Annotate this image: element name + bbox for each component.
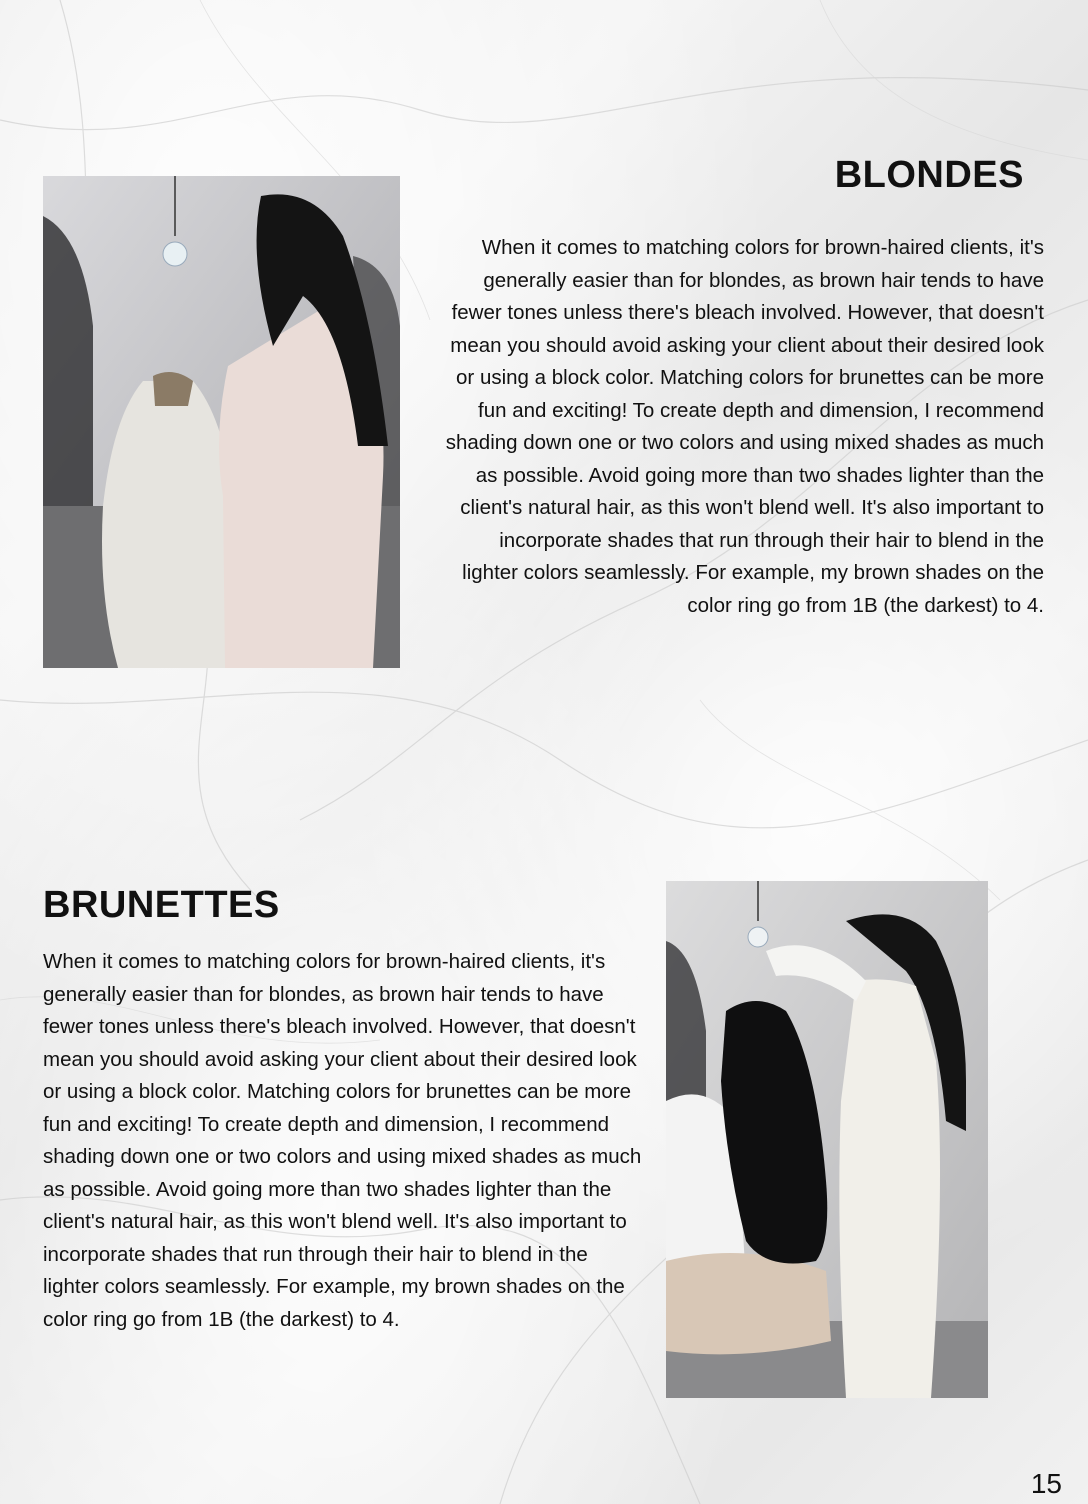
page-number: 15 (1030, 1468, 1062, 1499)
stylist-with-blonde-client-photo (43, 176, 400, 668)
brunettes-heading: BRUNETTES (43, 884, 280, 926)
brunettes-body-text: When it comes to matching colors for brown-haired clients, it's generally easier than for blondes, as brown hair tends to have fewer tones unless there's bleach involved. However, that doesn't mean you should avoid asking your client about their desired look or using a block color. Matching colors for brunettes can be more fun and exciting! To create depth and dimension, I recommend shading down one or two colors and using mixed shades as much as possible. Avoid going more than two shades lighter than the client's natural hair, as this won't blend well. It's also important to incorporate shades that run through their hair to blend in the lighter colors seamlessly. For example, my brown shades on the color ring go from 1B (the darkest) to 4. (43, 950, 642, 1331)
blondes-body-text: When it comes to matching colors for brown-haired clients, it's generally easier than for blondes, as brown hair tends to have fewer tones unless there's bleach involved. However, that doesn't mean you should avoid asking your client about their desired look or using a block color. Matching colors for brunettes can be more fun and exciting! To create depth and dimension, I recommend shading down one or two colors and using mixed shades as much as possible. Avoid going more than two shades lighter than the client's natural hair, as this won't blend well. It's also important to incorporate shades that run through their hair to blend in the lighter colors seamlessly. For example, my brown shades on the color ring go from 1B (the darkest) to 4. (445, 236, 1044, 617)
blondes-heading: BLONDES (834, 154, 1024, 196)
stylist-with-brunette-client-photo (666, 881, 988, 1398)
